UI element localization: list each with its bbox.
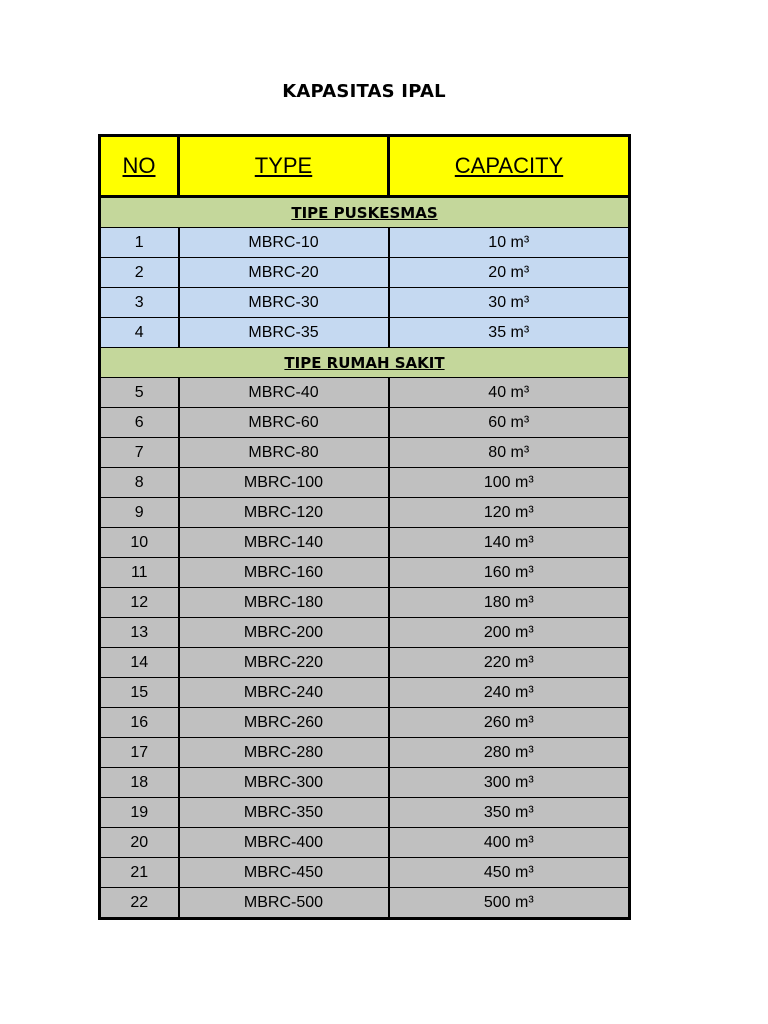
row-number-cell: 17 <box>100 738 179 768</box>
row-number-cell: 2 <box>100 258 179 288</box>
page-title: KAPASITAS IPAL <box>282 81 446 102</box>
row-type-cell: MBRC-140 <box>179 528 389 558</box>
row-number-cell: 6 <box>100 408 179 438</box>
row-capacity-cell: 200 m³ <box>389 618 630 648</box>
column-header-type: TYPE <box>179 136 389 197</box>
table-row <box>100 888 630 919</box>
row-capacity-cell: 30 m³ <box>389 288 630 318</box>
row-capacity-cell: 160 m³ <box>389 558 630 588</box>
row-type-cell: MBRC-500 <box>179 888 389 919</box>
row-capacity-cell: 20 m³ <box>389 258 630 288</box>
row-capacity-cell: 350 m³ <box>389 798 630 828</box>
row-number-cell: 8 <box>100 468 179 498</box>
table-row <box>100 528 630 558</box>
row-type-cell: MBRC-200 <box>179 618 389 648</box>
row-number-cell: 15 <box>100 678 179 708</box>
row-number-cell: 11 <box>100 558 179 588</box>
section-label: TIPE RUMAH SAKIT <box>100 348 630 378</box>
row-type-cell: MBRC-180 <box>179 588 389 618</box>
row-capacity-cell: 450 m³ <box>389 858 630 888</box>
row-type-cell: MBRC-60 <box>179 408 389 438</box>
row-capacity-cell: 280 m³ <box>389 738 630 768</box>
row-capacity-cell: 180 m³ <box>389 588 630 618</box>
row-capacity-cell: 80 m³ <box>389 438 630 468</box>
row-type-cell: MBRC-40 <box>179 378 389 408</box>
row-type-cell: MBRC-35 <box>179 318 389 348</box>
section-header-row <box>100 197 630 228</box>
row-number-cell: 9 <box>100 498 179 528</box>
row-type-cell: MBRC-120 <box>179 498 389 528</box>
table-row <box>100 738 630 768</box>
table-row <box>100 648 630 678</box>
table-row <box>100 258 630 288</box>
row-capacity-cell: 140 m³ <box>389 528 630 558</box>
row-type-cell: MBRC-400 <box>179 828 389 858</box>
row-type-cell: MBRC-240 <box>179 678 389 708</box>
column-header-capacity: CAPACITY <box>389 136 630 197</box>
row-type-cell: MBRC-300 <box>179 768 389 798</box>
table-header-row <box>100 136 630 197</box>
row-number-cell: 21 <box>100 858 179 888</box>
row-number-cell: 19 <box>100 798 179 828</box>
table-row <box>100 558 630 588</box>
row-capacity-cell: 300 m³ <box>389 768 630 798</box>
table-row <box>100 468 630 498</box>
row-number-cell: 7 <box>100 438 179 468</box>
row-number-cell: 14 <box>100 648 179 678</box>
row-number-cell: 3 <box>100 288 179 318</box>
table-row <box>100 438 630 468</box>
row-type-cell: MBRC-260 <box>179 708 389 738</box>
table-row <box>100 288 630 318</box>
row-capacity-cell: 40 m³ <box>389 378 630 408</box>
table-row <box>100 768 630 798</box>
table-row <box>100 378 630 408</box>
table-row <box>100 228 630 258</box>
section-label: TIPE PUSKESMAS <box>100 197 630 228</box>
table-row <box>100 708 630 738</box>
section-header-row <box>100 348 630 378</box>
table-body <box>100 197 630 919</box>
table-row <box>100 858 630 888</box>
table-row <box>100 588 630 618</box>
row-capacity-cell: 400 m³ <box>389 828 630 858</box>
capacity-table <box>98 134 631 920</box>
row-number-cell: 5 <box>100 378 179 408</box>
row-number-cell: 1 <box>100 228 179 258</box>
row-number-cell: 4 <box>100 318 179 348</box>
row-type-cell: MBRC-20 <box>179 258 389 288</box>
row-number-cell: 22 <box>100 888 179 919</box>
row-capacity-cell: 60 m³ <box>389 408 630 438</box>
table-row <box>100 798 630 828</box>
row-capacity-cell: 10 m³ <box>389 228 630 258</box>
row-type-cell: MBRC-30 <box>179 288 389 318</box>
row-type-cell: MBRC-450 <box>179 858 389 888</box>
column-header-no: NO <box>100 136 179 197</box>
row-capacity-cell: 240 m³ <box>389 678 630 708</box>
row-type-cell: MBRC-100 <box>179 468 389 498</box>
row-type-cell: MBRC-280 <box>179 738 389 768</box>
row-capacity-cell: 35 m³ <box>389 318 630 348</box>
table-row <box>100 828 630 858</box>
row-capacity-cell: 120 m³ <box>389 498 630 528</box>
row-capacity-cell: 220 m³ <box>389 648 630 678</box>
row-type-cell: MBRC-350 <box>179 798 389 828</box>
table-row <box>100 678 630 708</box>
row-number-cell: 18 <box>100 768 179 798</box>
row-number-cell: 20 <box>100 828 179 858</box>
row-number-cell: 10 <box>100 528 179 558</box>
table-row <box>100 318 630 348</box>
row-type-cell: MBRC-160 <box>179 558 389 588</box>
table-row <box>100 408 630 438</box>
row-number-cell: 16 <box>100 708 179 738</box>
row-type-cell: MBRC-10 <box>179 228 389 258</box>
row-type-cell: MBRC-220 <box>179 648 389 678</box>
table-row <box>100 618 630 648</box>
row-capacity-cell: 260 m³ <box>389 708 630 738</box>
row-number-cell: 13 <box>100 618 179 648</box>
row-capacity-cell: 100 m³ <box>389 468 630 498</box>
row-type-cell: MBRC-80 <box>179 438 389 468</box>
row-number-cell: 12 <box>100 588 179 618</box>
row-capacity-cell: 500 m³ <box>389 888 630 919</box>
table-row <box>100 498 630 528</box>
